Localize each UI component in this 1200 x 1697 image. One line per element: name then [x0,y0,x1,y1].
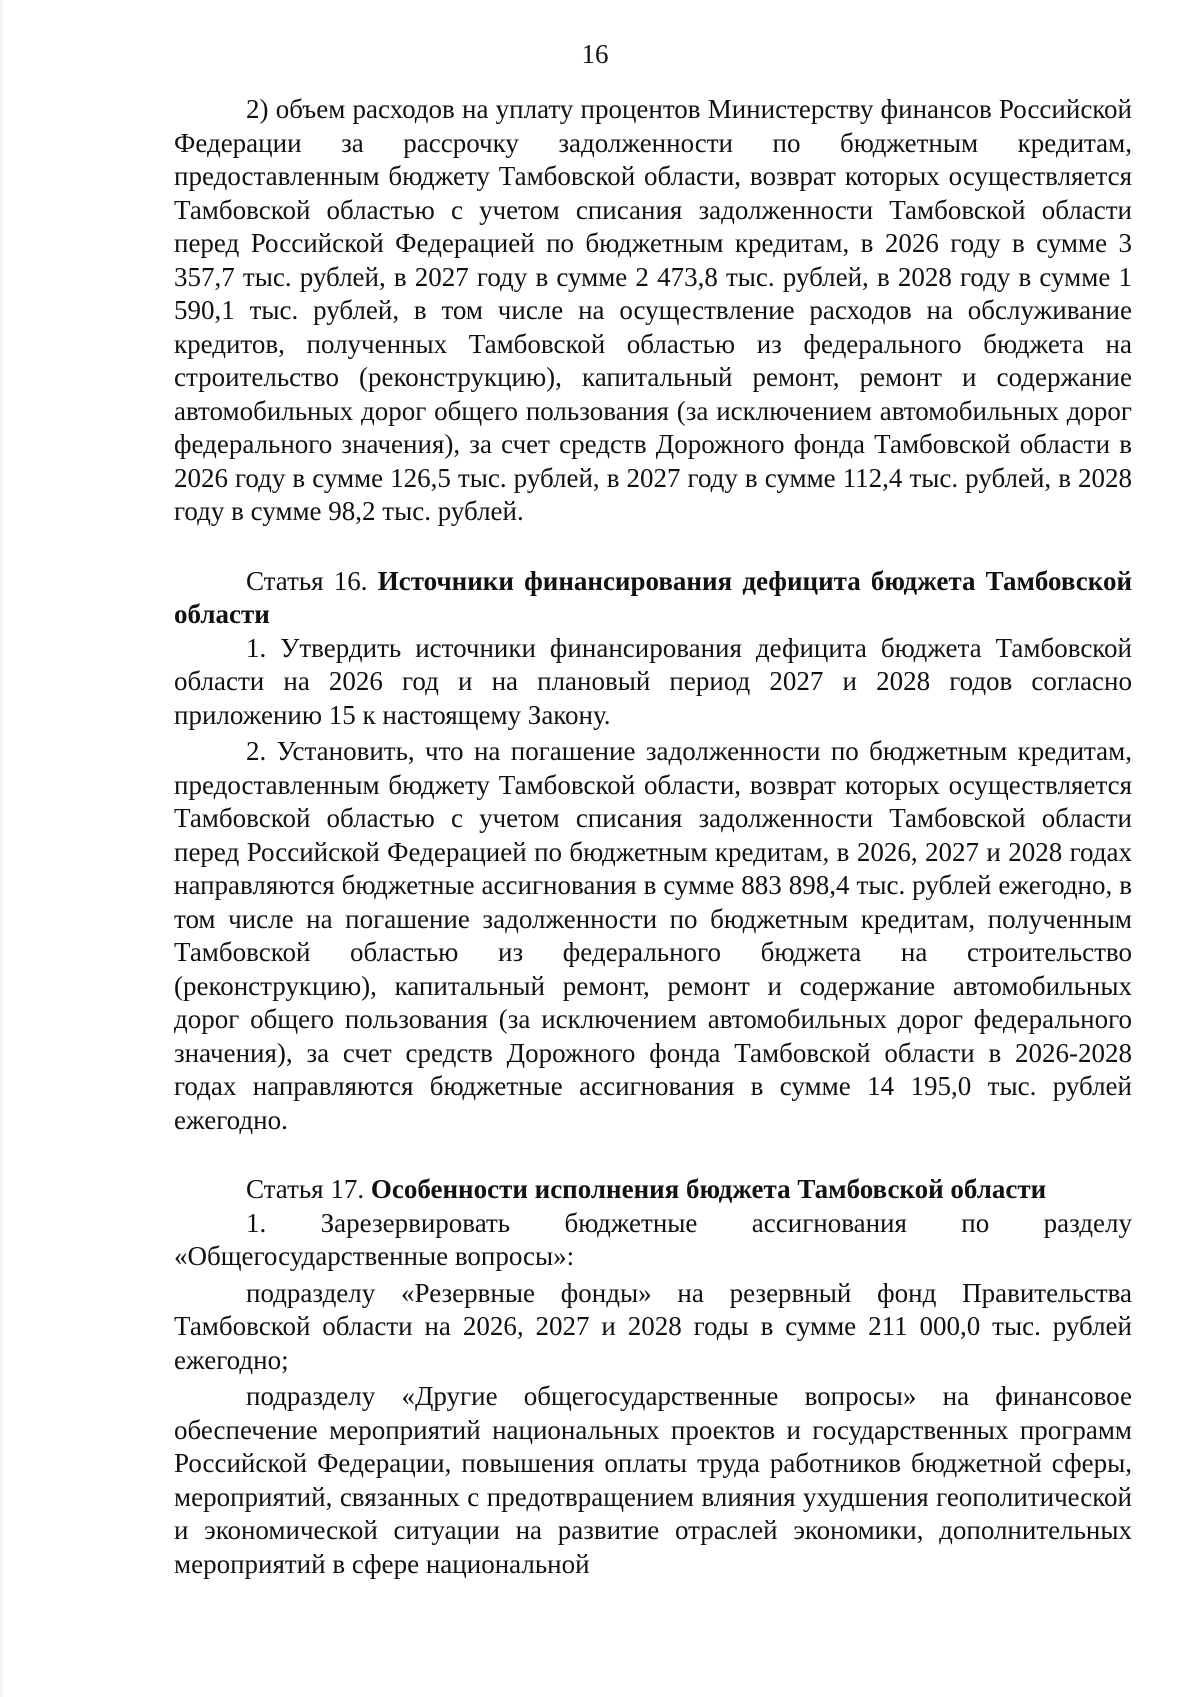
article-17-reserve-fund: подразделу «Резервные фонды» на резервный фонд Правительства Тамбовской области на 2026, 2027 и 2028 годы в сумме 211 000,0 тыс. рублей ежегодно; [174,1277,1132,1375]
article-17-clause-1: 1. Зарезервировать бюджетные ассигнования по разделу «Общегосударственные вопросы»: [174,1207,1132,1271]
article-17-heading [174,1173,1132,1207]
article-17-label: Статья 17. [246,1174,365,1204]
article-17-other-questions: подразделу «Другие общегосударственные вопросы» на финансовое обеспечение мероприятий национальных проектов и государственных программ Российской Федерации, повышения оплаты труда работников бюджетной сферы, мероприятий, связанных с предотвращением влияния ухудшения геополитической и экономической ситуации на развитие отраслей экономики, дополнительных мероприятий в сфере национальной [174,1381,1132,1579]
scan-edge-shadow [0,0,6,1697]
page-number: 16 [581,39,609,69]
article-16-clause-1: 1. Утвердить источники финансирования дефицита бюджета Тамбовской области на 2026 год и на плановый период 2027 и 2028 годов согласно приложению 15 к настоящему Закону. [174,632,1132,730]
article-16-clause-2: 2. Установить, что на погашение задолженности по бюджетным кредитам, предоставленным бюджету Тамбовской области, возврат которых осуществляется Тамбовской областью с учетом списания задолженности Тамбовской области перед Российской Федерацией по бюджетным кредитам, в 2026, 2027 и 2028 годах направляются бюджетные ассигнования в сумме 883 898,4 тыс. рублей ежегодно, в том числе на погашение задолженности по бюджетным кредитам, полученным Тамбовской областью из федерального бюджета на строительство (реконструкцию), капитальный ремонт, ремонт и содержание автомобильных дорог общего пользования (за исключением автомобильных дорог федерального значения), за счет средств Дорожного фонда Тамбовской области в 2026-2028 годах направляются бюджетные ассигнования в сумме 14 195,0 тыс. рублей ежегодно. [174,736,1132,1135]
article-17-title: Особенности исполнения бюджета Тамбовской области [370,1174,1047,1204]
article-16-heading [174,565,1132,632]
article-16-label: Статья 16. [246,565,368,596]
document-body [174,93,1132,1581]
article-16-title: Источники финансирования дефицита бюджета Тамбовской области [174,565,1133,629]
paragraph-interest-expenses: 2) объем расходов на уплату процентов Министерству финансов Российской Федерации за рассрочку задолженности по бюджетным кредитам, предоставленным бюджету Тамбовской области, возврат которых осуществляется Тамбовской областью с учетом списания задолженности Тамбовской области перед Российской Федерацией по бюджетным кредитам, в 2026 году в сумме 3 357,7 тыс. рублей, в 2027 году в сумме 2 473,8 тыс. рублей, в 2028 году в сумме 1 590,1 тыс. рублей, в том числе на осуществление расходов на обслуживание кредитов, полученных Тамбовской областью из федерального бюджета на строительство (реконструкцию), капитальный ремонт, ремонт и содержание автомобильных дорог общего пользования (за исключением автомобильных дорог федерального значения), за счет средств Дорожного фонда Тамбовской области в 2026 году в сумме 126,5 тыс. рублей, в 2027 году в сумме 112,4 тыс. рублей, в 2028 году в сумме 98,2 тыс. рублей. [174,94,1132,526]
